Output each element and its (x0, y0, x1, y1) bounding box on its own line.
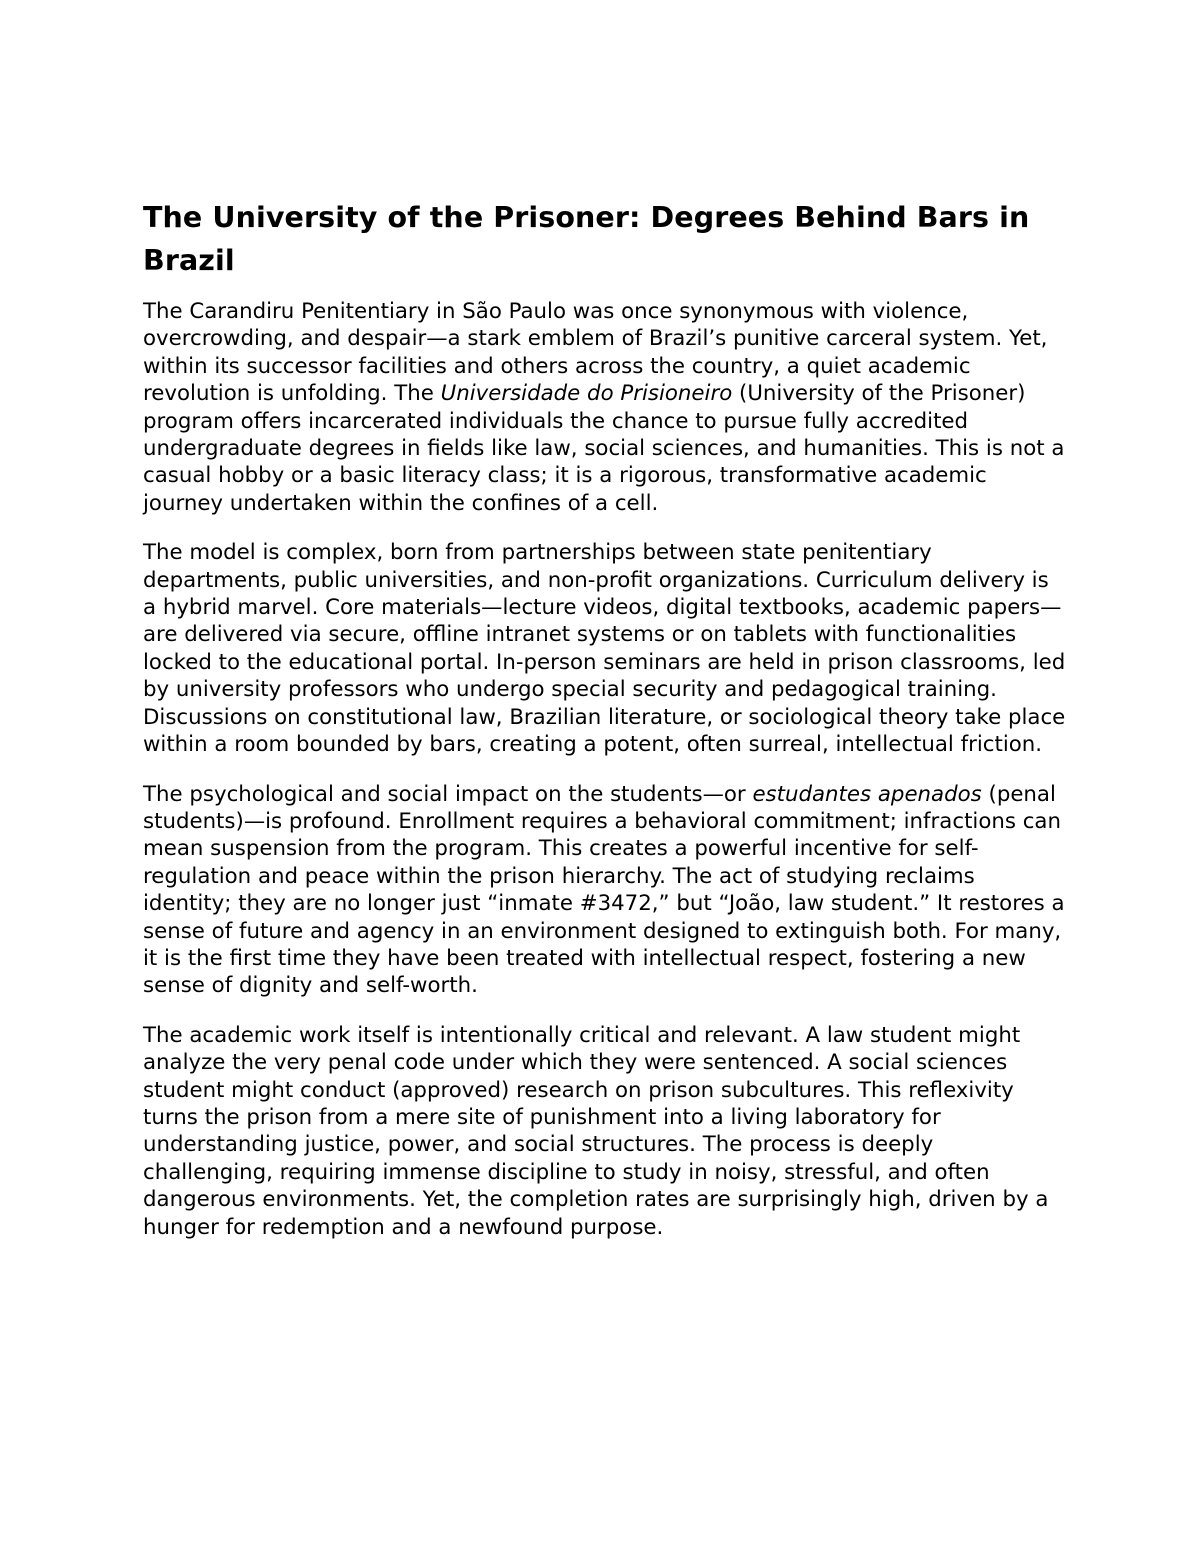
paragraph-4 (143, 1022, 1068, 1241)
document-title: The University of the Prisoner: Degrees Behind Bars in Brazil (143, 201, 1030, 277)
paragraph-3 (143, 781, 1068, 1000)
paragraph-2-text-1: The model is complex, born from partnerships between state penitentiary departments, public universities, and non-profit organizations. Curriculum delivery is a hybrid marvel. Core materials—lecture videos, digital textbooks, academic papers—are delivered via secure, offline intranet systems or on tablets with functionalities locked to the educational portal. In-person seminars are held in prison classrooms, led by university professors who undergo special security and pedagogical training. Discussions on constitutional law, Brazilian literature, or sociological theory take place within a room bounded by bars, creating a potent, often surreal, intellectual friction. (143, 540, 1066, 758)
paragraph-1-text-2: (University of the Prisoner) program offers incarcerated individuals the chance to pursue fully accredited undergraduate degrees in fields like law, social sciences, and humanities. This is not a casual hobby or a basic literacy class; it is a rigorous, transformative academic journey undertaken within the confines of a cell. (143, 381, 1065, 516)
paragraph-4-text-1: The academic work itself is intentionally critical and relevant. A law student might analyze the very penal code under which they were sentenced. A social sciences student might conduct (approved) research on prison subcultures. This reflexivity turns the prison from a mere site of punishment into a living laboratory for understanding justice, power, and social structures. The process is deeply challenging, requiring immense discipline to study in noisy, stressful, and often dangerous environments. Yet, the completion rates are surprisingly high, driven by a hunger for redemption and a newfound purpose. (143, 1022, 1049, 1240)
paragraph-3-italic-term: estudantes apenados (752, 781, 982, 807)
paragraph-3-text-1: The psychological and social impact on the students—or (143, 781, 753, 807)
paragraph-1-text-1: The Carandiru Penitentiary in São Paulo was once synonymous with violence, overcrowding, and despair—a stark emblem of Brazil’s punitive carceral system. Yet, within its successor facilities and others across the country, a quiet academic revolution is unfolding. The (143, 299, 1048, 407)
paragraph-1 (143, 298, 1068, 517)
document-page (143, 196, 1068, 1263)
paragraph-2 (143, 539, 1068, 758)
paragraph-1-italic-term: Universidade do Prisioneiro (440, 381, 733, 407)
paragraph-3-text-2: (penal students)—is profound. Enrollment requires a behavioral commitment; infractions can mean suspension from the program. This creates a powerful incentive for self-regulation and peace within the prison hierarchy. The act of studying reclaims identity; they are no longer just “inmate #3472,” but “João, law student.” It restores a sense of future and agency in an environment designed to extinguish both. For many, it is the first time they have been treated with intellectual respect, fostering a new sense of dignity and self-worth. (143, 781, 1065, 999)
